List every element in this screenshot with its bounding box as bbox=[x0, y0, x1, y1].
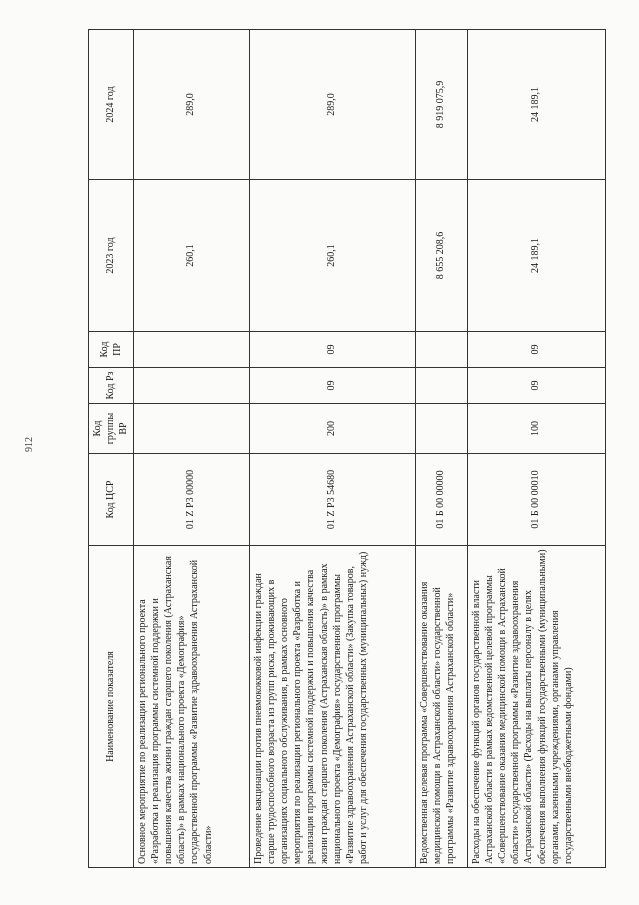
row-pr bbox=[133, 332, 249, 368]
row-rz bbox=[133, 368, 249, 404]
row-2024: 289,0 bbox=[249, 30, 415, 180]
row-csr: 01 Z P3 00000 bbox=[133, 454, 249, 546]
table-row bbox=[415, 30, 467, 868]
row-2023: 260,1 bbox=[249, 180, 415, 332]
header-2024: 2024 год bbox=[89, 30, 134, 180]
row-vr: 200 bbox=[249, 404, 415, 454]
row-rz: 09 bbox=[467, 368, 605, 404]
table-row bbox=[249, 30, 415, 868]
header-vr: Код группы ВР bbox=[89, 404, 134, 454]
row-csr: 01 Z P3 54680 bbox=[249, 454, 415, 546]
row-csr: 01 Б 00 00010 bbox=[467, 454, 605, 546]
header-rz: Код Рз bbox=[89, 368, 134, 404]
rotated-budget-table-sheet bbox=[88, 30, 596, 868]
row-vr bbox=[133, 404, 249, 454]
row-vr: 100 bbox=[467, 404, 605, 454]
header-csr: Код ЦСР bbox=[89, 454, 134, 546]
header-name: Наименование показателя bbox=[89, 546, 134, 868]
row-csr: 01 Б 00 00000 bbox=[415, 454, 467, 546]
table-row bbox=[133, 30, 249, 868]
row-pr: 09 bbox=[467, 332, 605, 368]
row-2023: 24 189,1 bbox=[467, 180, 605, 332]
table-header-row bbox=[89, 30, 134, 868]
page-number: 912 bbox=[24, 437, 35, 452]
row-2024: 289,0 bbox=[133, 30, 249, 180]
row-name: Основное мероприятие по реализации регионального проекта «Разработка и реализация программы системной поддержки и повышения качества жизни граждан старшего поколения (Астраханская область)» в рамках национального проекта «Демография» государственной программы «Развитие здравоохранения Астраханской области» bbox=[133, 546, 249, 868]
row-rz: 09 bbox=[249, 368, 415, 404]
row-2024: 24 189,1 bbox=[467, 30, 605, 180]
header-pr: Код ПР bbox=[89, 332, 134, 368]
row-vr bbox=[415, 404, 467, 454]
row-2024: 8 919 075,9 bbox=[415, 30, 467, 180]
row-name: Проведение вакцинации против пневмококковой инфекции граждан старше трудоспособного возраста из групп риска, проживающих в организациях социального обслуживания, в рамках основного мероприятия по реализации регионального проекта «Разработка и реализация программы системной поддержки и повышения качества жизни граждан старшего поколения (Астраханская область)» в рамках национального проекта «Демография» государственной программы «Развитие здравоохранения Астраханской области» (Закупка товаров, работ и услуг для обеспечения государственных (муниципальных) нужд) bbox=[249, 546, 415, 868]
row-2023: 8 655 208,6 bbox=[415, 180, 467, 332]
row-name: Расходы на обеспечение функций органов государственной власти Астраханской области в рамках ведомственной целевой программы «Совершенствование оказания медицинской помощи в Астраханской области» государственной программы «Развитие здравоохранения Астраханской области» (Расходы на выплаты персоналу в целях обеспечения выполнения функций государственными (муниципальными) органами, казенными учреждениями, органами управления государственными внебюджетными фондами) bbox=[467, 546, 605, 868]
header-2023: 2023 год bbox=[89, 180, 134, 332]
row-name: Ведомственная целевая программа «Совершенствование оказания медицинской помощи в Астраханской области» государственной программы «Развитие здравоохранения Астраханской области» bbox=[415, 546, 467, 868]
row-pr bbox=[415, 332, 467, 368]
row-pr: 09 bbox=[249, 332, 415, 368]
table-row bbox=[467, 30, 605, 868]
row-2023: 260,1 bbox=[133, 180, 249, 332]
budget-table bbox=[88, 29, 606, 868]
row-rz bbox=[415, 368, 467, 404]
